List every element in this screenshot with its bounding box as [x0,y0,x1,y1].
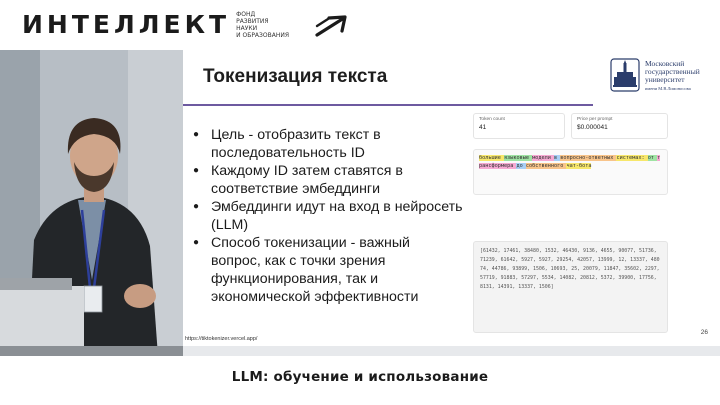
presentation-slide [183,50,720,346]
page-number: 26 [700,329,708,336]
source-url: https://tiktokenizer.vercel.app/ [185,336,258,342]
logo-wordmark: ИНТЕЛЛЕКТ [22,10,231,39]
intellect-logo [22,10,289,39]
bullet-item: ● Каждому ID затем ставятся в соответствие эмбеддинги [193,162,463,198]
price-label: Price per prompt [577,117,613,122]
slide-title: Токенизация текста [203,66,388,87]
token-count-value: 41 [479,124,487,131]
token-highlight: трансформера [479,155,661,169]
token-highlight: до [516,163,526,169]
token-count-label: Token count [479,117,505,122]
university-name: Московский государственный университет имени М.В.Ломоносова [645,59,700,91]
token-highlight: собственного [525,163,567,169]
logo-subtitle: ФОНД РАЗВИТИЯ НАУКИ И ОБРАЗОВАНИЯ [236,10,289,39]
token-highlight: системах: [616,155,648,161]
arrow-icon [314,14,350,38]
bullet-list [193,126,463,306]
token-highlight: чат-бота [566,163,592,169]
bullet-item: ● Эмбеддинги идут на вход в нейросеть (LLM) [193,198,463,234]
price-card [571,113,668,139]
tokenized-text-content [479,155,660,169]
stage-area [0,50,720,356]
presenter-video [0,50,183,356]
token-highlight: большие [479,155,504,161]
token-highlight: языковые [504,155,533,161]
price-value: $0.000041 [577,124,608,131]
presenter-figure [0,50,183,356]
bullet-item: ● Цель - отобразить текст в последовательность ID [193,126,463,162]
token-count-card [473,113,565,139]
tokenized-text [473,149,668,195]
token-highlight: модели [532,155,554,161]
title-divider [183,104,593,106]
bullet-item: ● Способ токенизации - важный вопрос, как с точки зрения функционирования, так и экономической эффективности [193,234,463,306]
token-ids-output: [61432, 17461, 38480, 1532, 46430, 9136, 4655, 90077, 51736, 71239, 61642, 5927, 5927, 29254, 42057, 13999, 12, 13337, 48074, 44786, 93899, 1506, 10693, 25, 20079, 11847, 35602, 2297, 57719, 91883, 57297, 5534, 14082, 20812, 5372, 39900, 17756, 8131, 14391, 13337, 1506] [473,241,668,333]
header-bar [0,0,720,50]
university-emblem-icon [610,58,640,92]
token-highlight: в [553,155,561,161]
tokenizer-panel [473,113,668,335]
token-highlight: от [647,155,658,161]
token-highlight: вопросно-ответных [560,155,617,161]
video-caption: LLM: обучение и использование [231,369,489,385]
